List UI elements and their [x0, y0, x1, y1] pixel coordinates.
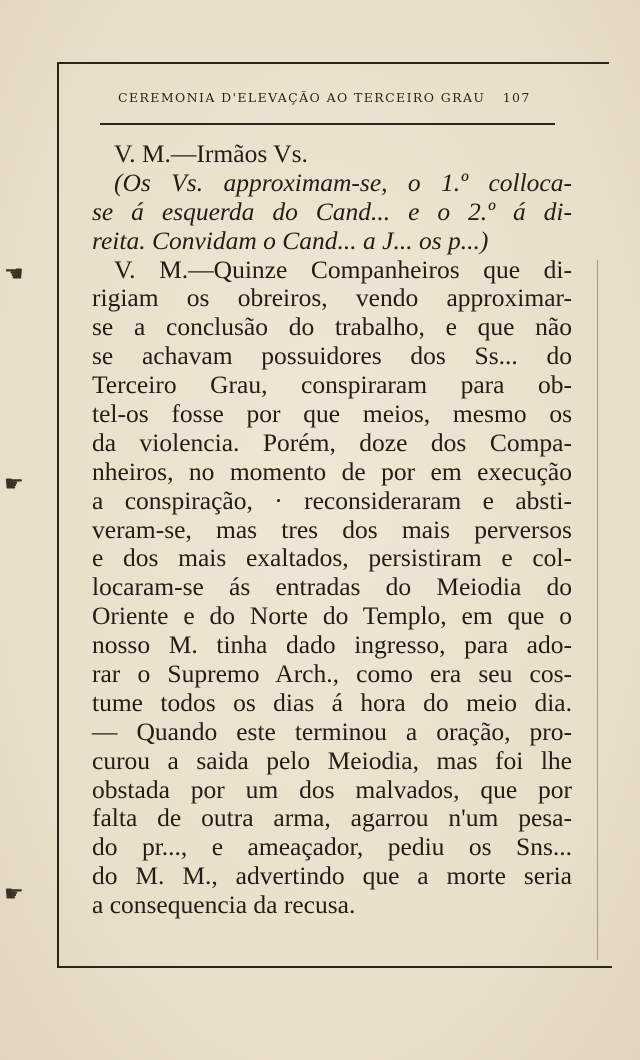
text-line: reita. Convidam o Cand... a J... os p...)	[92, 225, 489, 255]
text-line: locaram-se ás entradas do Meiodia do	[92, 572, 572, 602]
pointing-hand-icon: ☛	[4, 882, 24, 907]
text-line: Terceiro Grau, conspiraram para ob-	[92, 370, 572, 400]
text-line: se achavam possuidores dos Ss... do	[92, 341, 572, 371]
text-line: nheiros, no momento de por em execução	[92, 456, 572, 486]
text-line: rar o Supremo Arch., como era seu cos-	[92, 659, 572, 689]
page-body-text	[92, 140, 572, 920]
header-rule	[100, 123, 555, 125]
text-line: nosso M. tinha dado ingresso, para ado-	[92, 630, 572, 660]
text-line: tume todos os dias á hora do meio dia.	[92, 687, 572, 717]
text-line: da violencia. Porém, doze dos Compa-	[92, 427, 572, 457]
text-line: falta de outra arma, agarrou n'um pesa-	[92, 803, 572, 833]
text-line: do pr..., e ameaçador, pediu os Sns...	[92, 832, 572, 862]
text-line: a consequencia da recusa.	[92, 890, 356, 920]
page-number: 107	[502, 90, 531, 105]
text-line: se á esquerda do Cand... e o 2.º á di-	[92, 196, 572, 226]
text-line: curou a saida pelo Meiodia, mas foi lhe	[92, 745, 572, 775]
text-line: e dos mais exaltados, persistiram e col-	[92, 543, 572, 573]
pointing-hand-icon: ☛	[4, 472, 24, 497]
page-frame-bottom	[57, 966, 612, 968]
page-frame-right	[597, 260, 598, 960]
text-line: se a conclusão do trabalho, e que não	[92, 312, 572, 342]
pointing-hand-icon: ☚	[4, 262, 24, 287]
text-line: do M. M., advertindo que a morte seria	[92, 861, 572, 891]
text-line: — Quando este terminou a oração, pro-	[92, 716, 572, 746]
text-line: tel-os fosse por que meios, mesmo os	[92, 399, 572, 429]
text-line: V. M.—Irmãos Vs.	[114, 139, 308, 168]
text-line: V. M.—Quinze Companheiros que di-	[114, 254, 572, 284]
page-frame-left	[57, 62, 59, 968]
text-line: (Os Vs. approximam-se, o 1.º colloca-	[114, 167, 572, 197]
text-line: a conspiração, · reconsideraram e absti-	[92, 485, 572, 515]
running-header	[118, 90, 578, 105]
text-line: rigiam os obreiros, vendo approximar-	[92, 283, 572, 313]
page-frame-top	[57, 62, 609, 64]
text-line: Oriente e do Norte do Templo, em que o	[92, 601, 572, 631]
running-head-title: CEREMONIA D'ELEVAÇÃO AO TERCEIRO GRAU	[118, 90, 486, 105]
text-line: obstada por um dos malvados, que por	[92, 774, 572, 804]
text-line: veram-se, mas tres dos mais perversos	[92, 514, 572, 544]
